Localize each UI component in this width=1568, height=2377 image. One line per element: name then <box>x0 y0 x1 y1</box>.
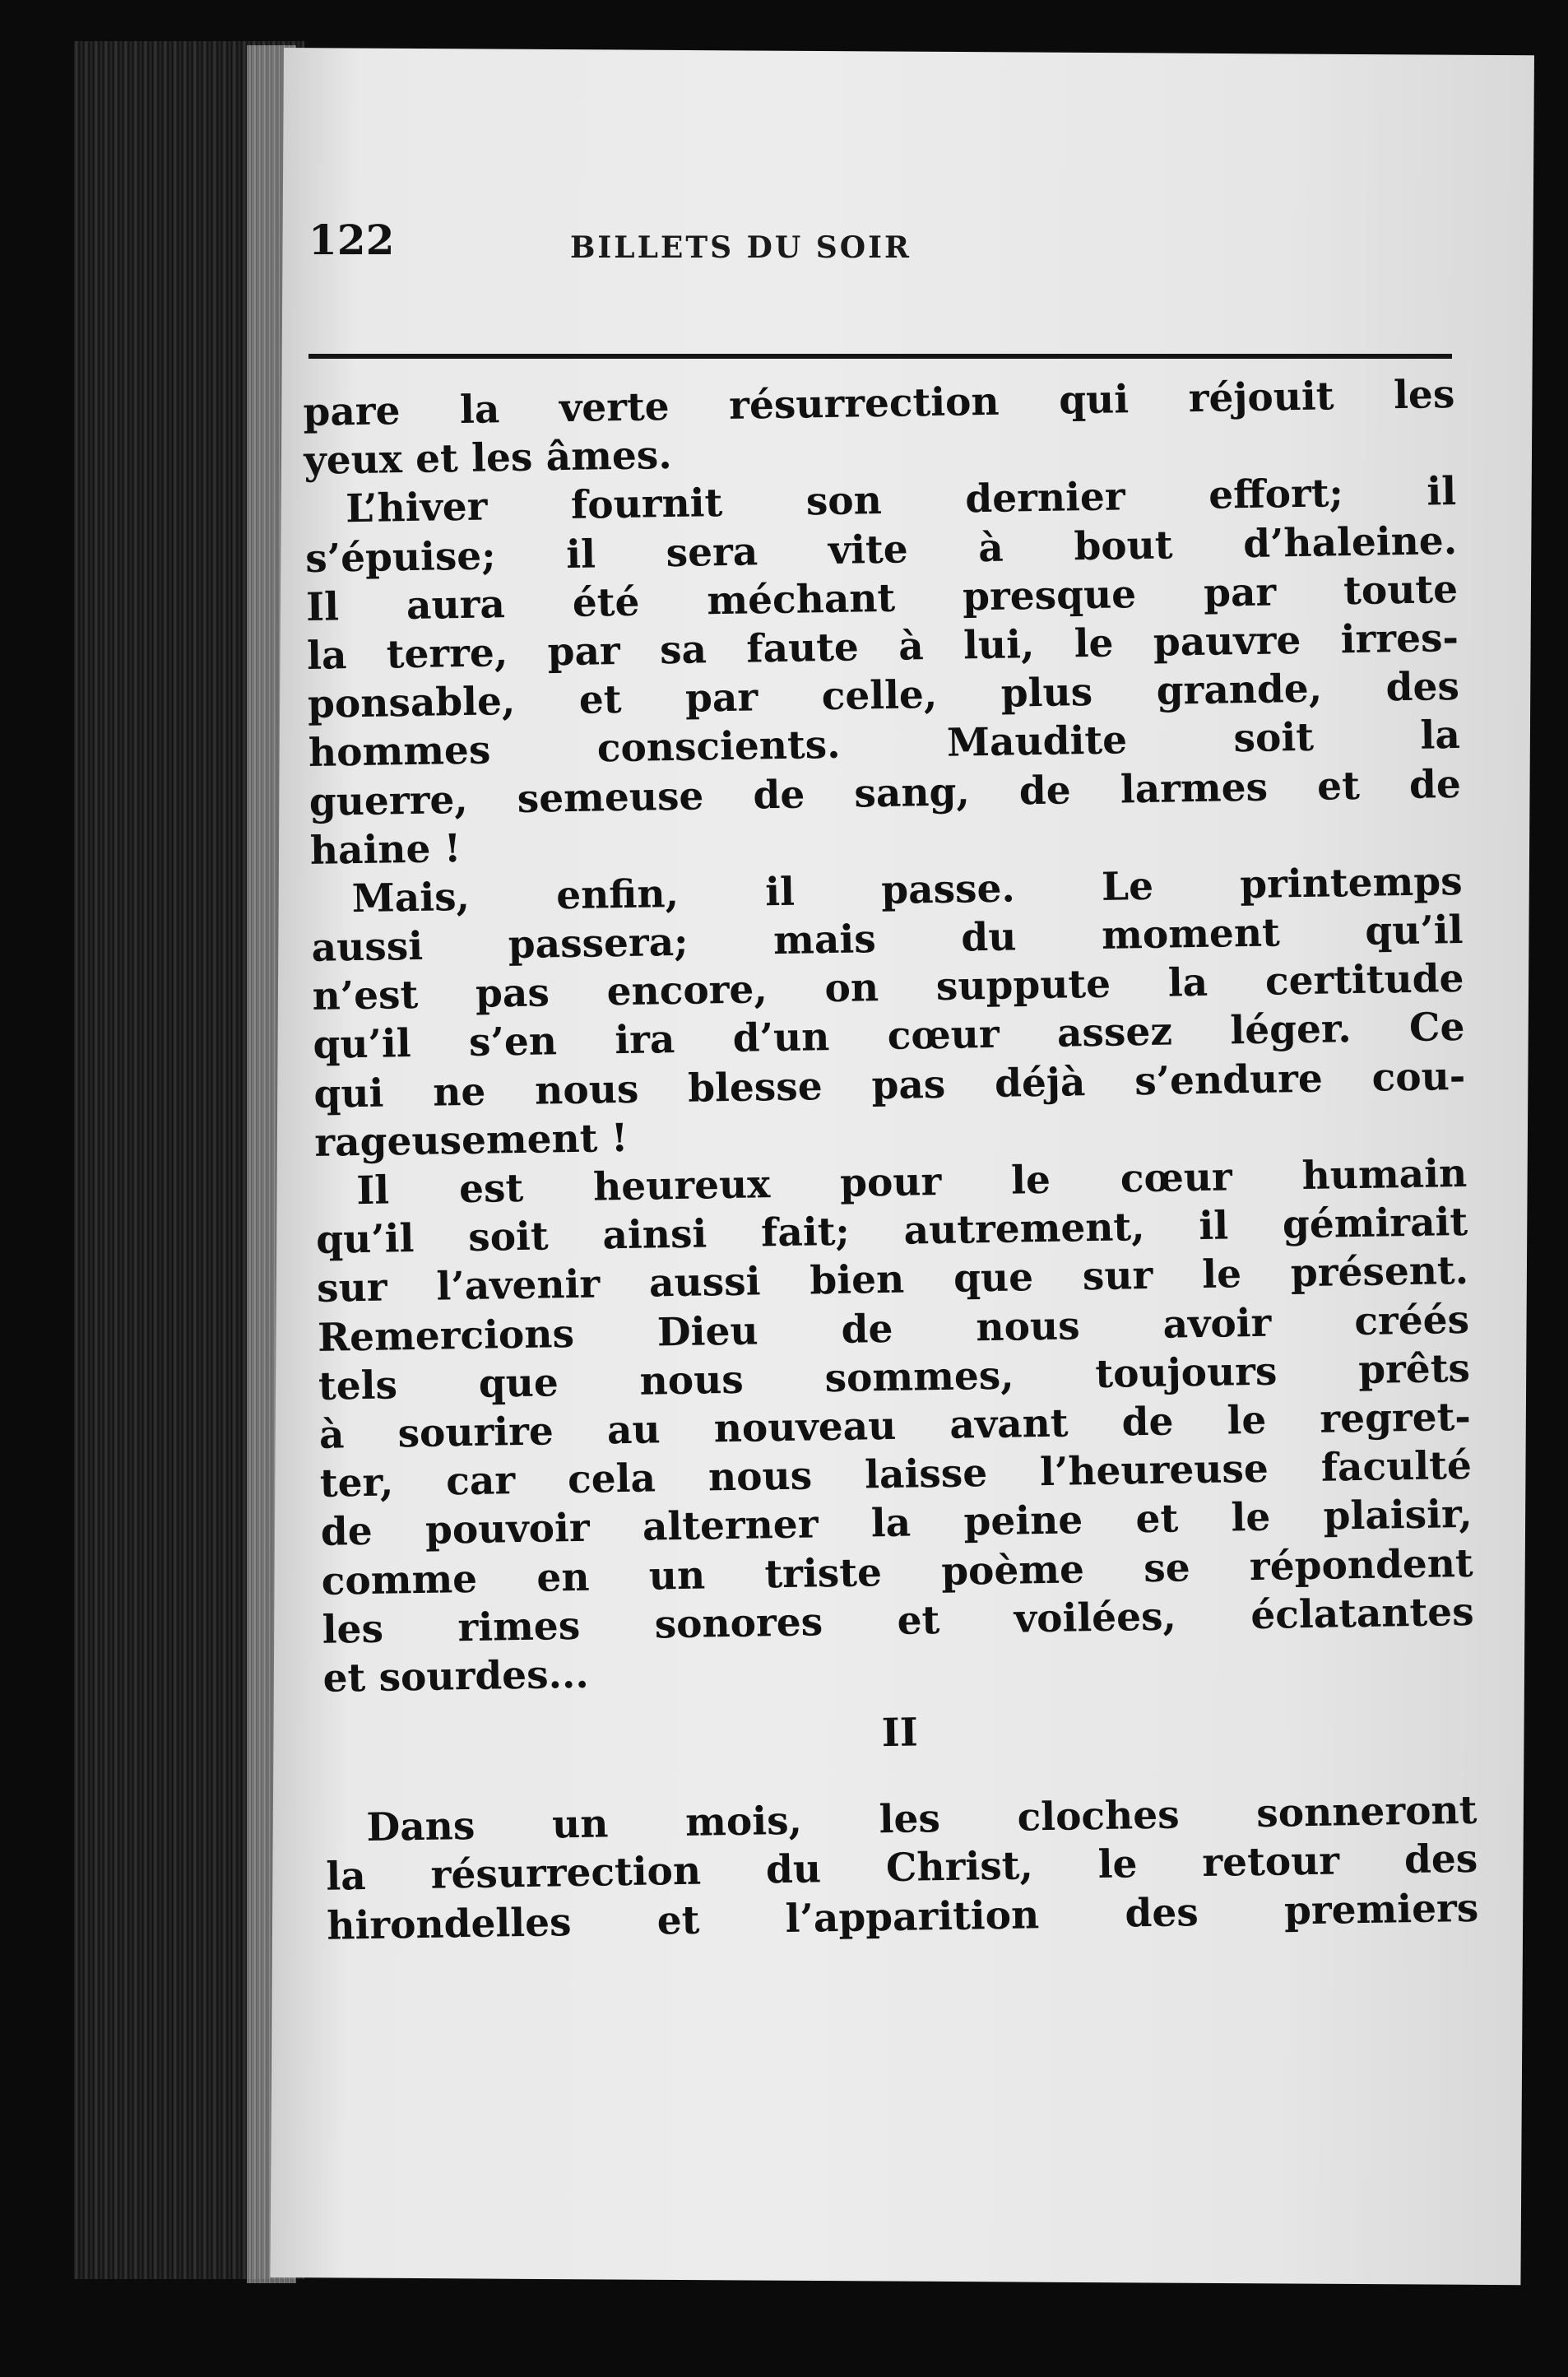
text-line: Remercions Dieu de nous avoir créés <box>317 1297 1470 1361</box>
text-line: qu’il s’en ira d’un cœur assez léger. Ce <box>313 1005 1465 1069</box>
text-line: hommes conscients. Maudite soit la <box>308 713 1461 777</box>
text-line: yeux et les âmes. <box>303 433 673 485</box>
text-line: rageusement ! <box>313 1115 629 1166</box>
text-line: ponsable, et par celle, plus grande, des <box>307 664 1460 728</box>
text-line: la résurrection du Christ, le retour des <box>325 1836 1478 1901</box>
text-line: aussi passera; mais du moment qu’il <box>311 907 1464 971</box>
page-number: 122 <box>308 216 395 264</box>
text-line: tels que nous sommes, toujours prêts <box>318 1345 1471 1409</box>
text-line: pare la verte résurrection qui réjouit les <box>303 372 1455 435</box>
text-line: s’épuise; il sera vite à bout d’haleine. <box>304 518 1458 582</box>
text-line: Dans un mois, les cloches sonneront <box>366 1788 1478 1851</box>
text-line: Il aura été méchant presque par toute <box>305 566 1459 630</box>
text-line: à sourire au nouveau avant de le regret- <box>318 1394 1472 1458</box>
header-rule <box>308 354 1452 359</box>
section-heading: II <box>881 1710 919 1757</box>
text-line: guerre, semeuse de sang, de larmes et de <box>308 761 1462 825</box>
text-line: et sourdes... <box>322 1651 590 1702</box>
text-line: la terre, par sa faute à lui, le pauvre irres- <box>306 615 1459 679</box>
page-header <box>308 216 1452 281</box>
text-line: ter, car cela nous laisse l’heureuse faculté <box>319 1442 1473 1507</box>
text-line: comme en un triste poème se répondent <box>321 1540 1474 1604</box>
running-head: BILLETS DU SOIR <box>570 230 912 265</box>
text-line: Mais, enfin, il passe. Le printemps <box>351 858 1464 922</box>
text-line: de pouvoir alterner la peine et le plaisir, <box>320 1492 1473 1556</box>
body-text <box>303 370 1479 1951</box>
text-line: haine ! <box>309 825 462 874</box>
text-line: Il est heureux pour le cœur humain <box>355 1150 1468 1214</box>
text-line: n’est pas encore, on suppute la certitude <box>312 956 1464 1020</box>
text-line: qui ne nous blesse pas déjà s’endure cou- <box>313 1053 1466 1117</box>
text-line: qu’il soit ainsi fait; autrement, il gémirait <box>315 1200 1468 1264</box>
text-line: hirondelles et l’apparition des premiers <box>326 1885 1479 1949</box>
text-line: sur l’avenir aussi bien que sur le présent. <box>316 1248 1469 1312</box>
text-line: L’hiver fournit son dernier effort; il <box>345 469 1457 532</box>
text-line: les rimes sonores et voilées, éclatantes <box>322 1589 1474 1653</box>
